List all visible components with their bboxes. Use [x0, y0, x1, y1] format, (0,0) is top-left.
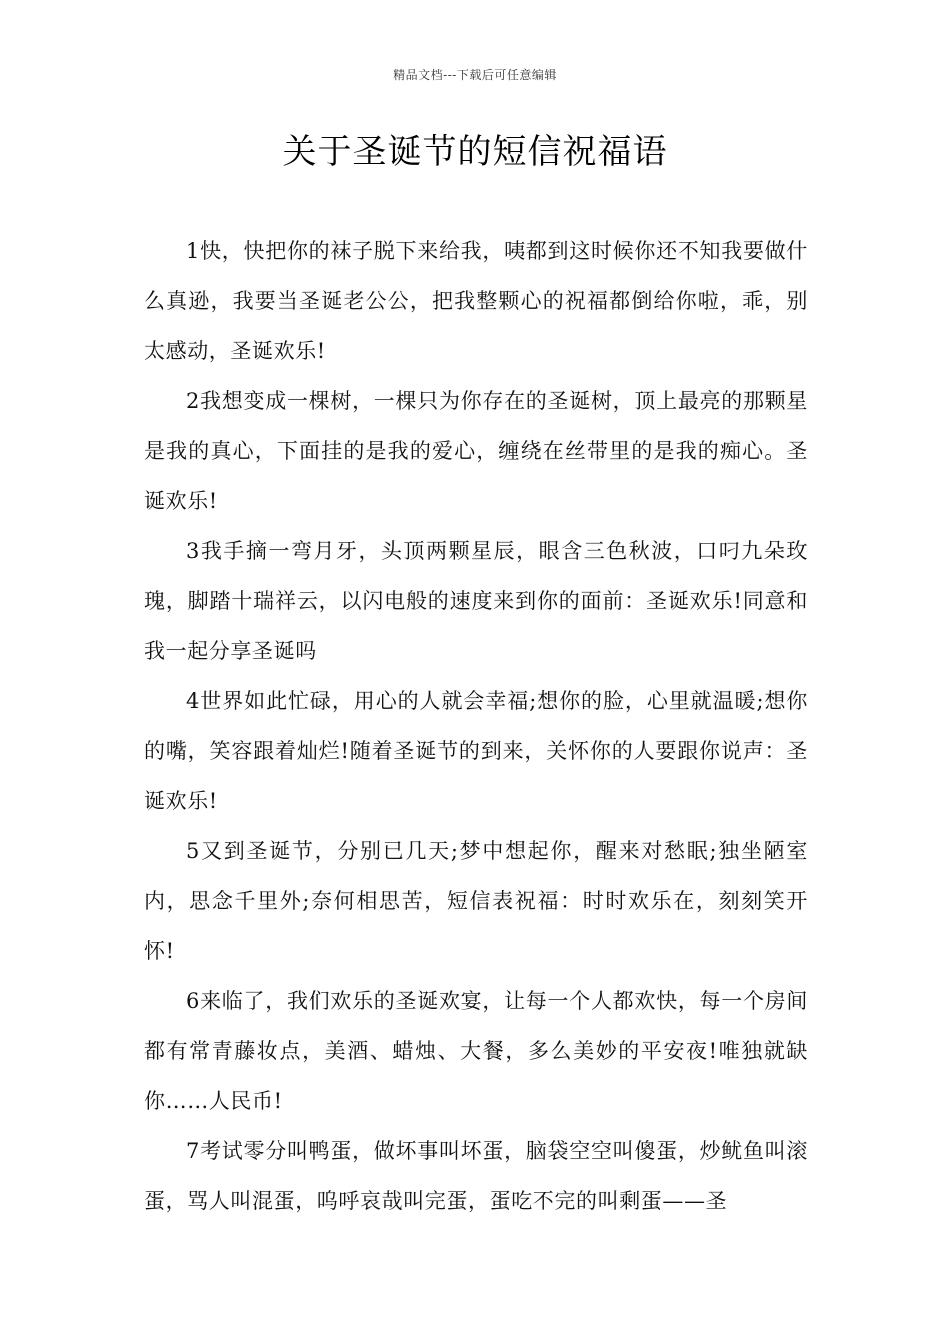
page-header: 精品文档---下载后可任意编辑 [393, 68, 557, 82]
paragraph: 3我手摘一弯月牙，头顶两颗星辰，眼含三色秋波，口叼九朵玫瑰，脚踏十瑞祥云，以闪电般的速度来到你的面前：圣诞欢乐!同意和我一起分享圣诞吗 [144, 539, 808, 663]
paragraph: 2我想变成一棵树，一棵只为你存在的圣诞树，顶上最亮的那颗星是我的真心，下面挂的是我的爱心，缠绕在丝带里的是我的痴心。圣诞欢乐! [144, 389, 808, 513]
paragraph: 4世界如此忙碌，用心的人就会幸福;想你的脸，心里就温暖;想你的嘴，笑容跟着灿烂!随着圣诞节的到来，关怀你的人要跟你说声：圣诞欢乐! [144, 689, 808, 813]
paragraph: 6来临了，我们欢乐的圣诞欢宴，让每一个人都欢快，每一个房间都有常青藤妆点，美酒、蜡烛、大餐，多么美妙的平安夜!唯独就缺你……人民币! [144, 989, 808, 1113]
paragraph: 1快，快把你的袜子脱下来给我，咦都到这时候你还不知我要做什么真逊，我要当圣诞老公公，把我整颗心的祝福都倒给你啦，乖，别太感动，圣诞欢乐! [144, 239, 808, 363]
paragraph: 7考试零分叫鸭蛋，做坏事叫坏蛋，脑袋空空叫傻蛋，炒鱿鱼叫滚蛋，骂人叫混蛋，呜呼哀哉叫完蛋，蛋吃不完的叫剩蛋——圣 [144, 1139, 808, 1213]
paragraph: 5又到圣诞节，分别已几天;梦中想起你，醒来对愁眠;独坐陋室内，思念千里外;奈何相思苦，短信表祝福：时时欢乐在，刻刻笑开怀! [144, 839, 808, 963]
document-body [144, 226, 808, 1226]
document-title: 关于圣诞节的短信祝福语 [282, 132, 668, 172]
